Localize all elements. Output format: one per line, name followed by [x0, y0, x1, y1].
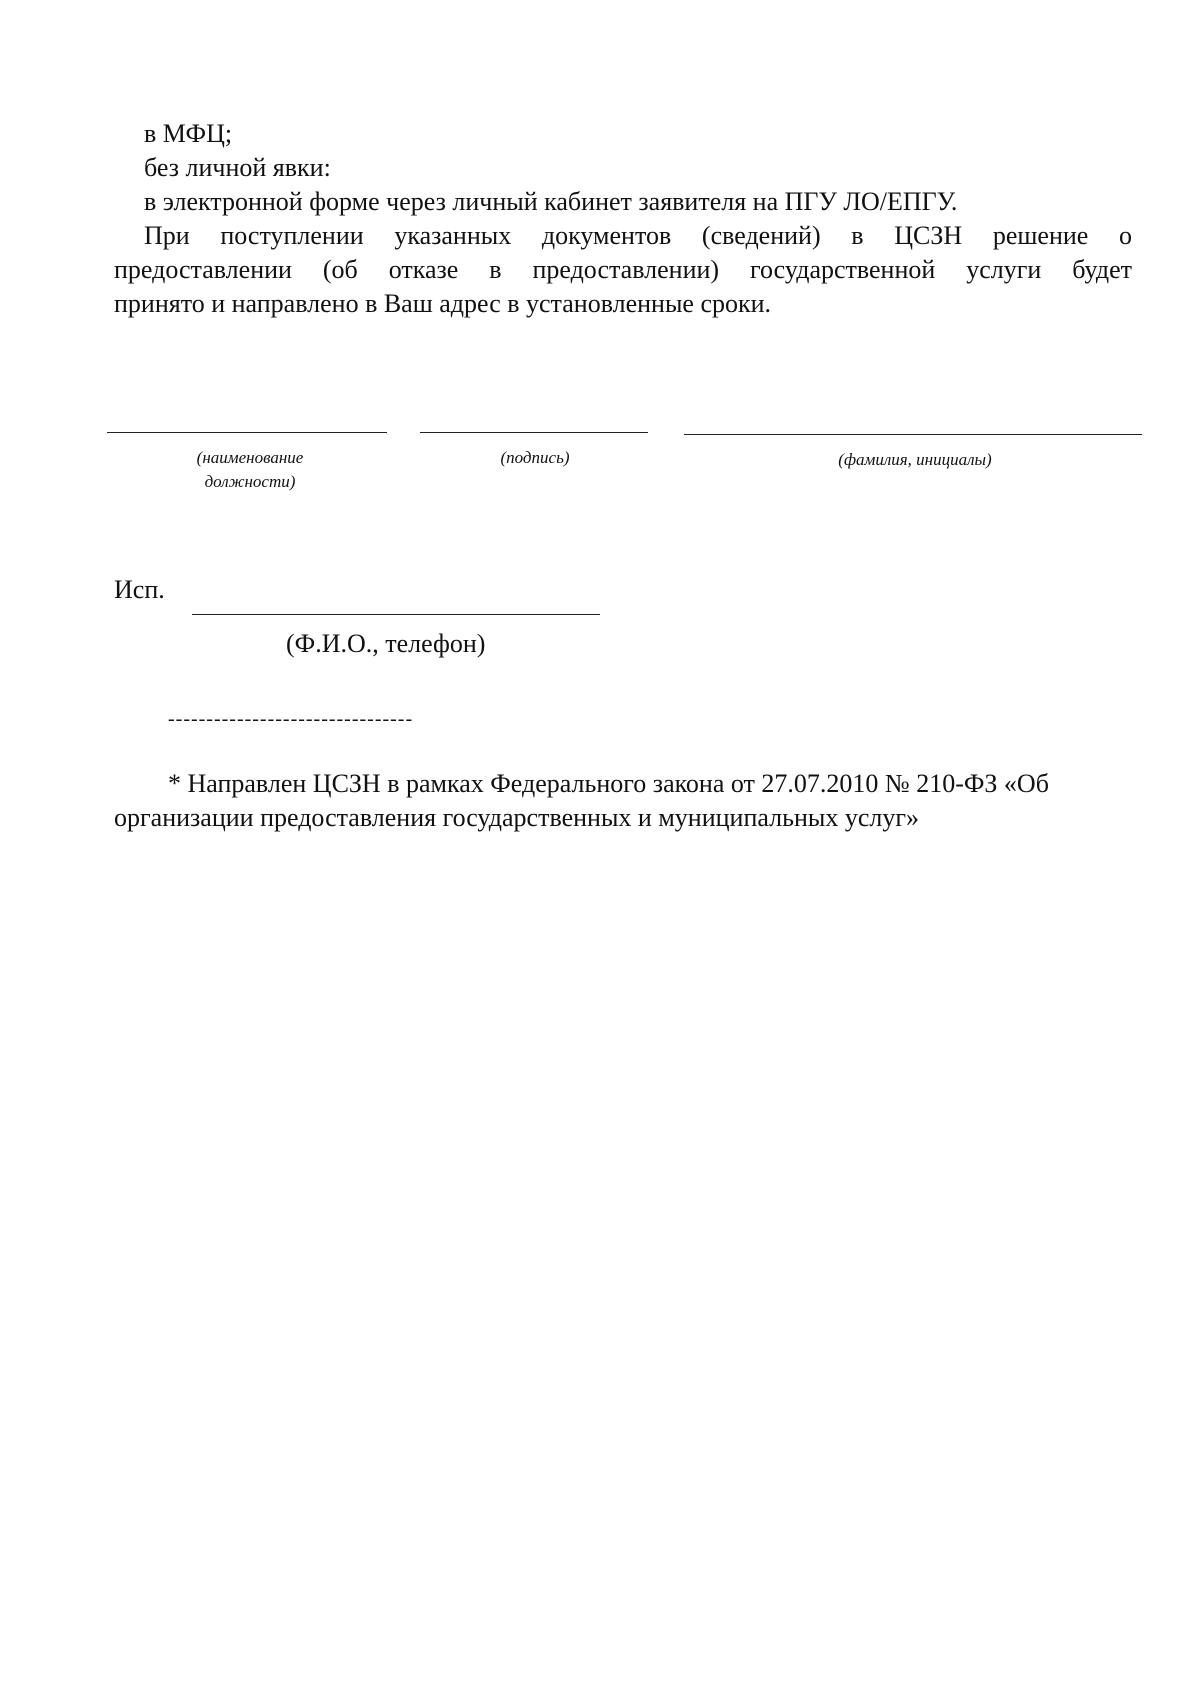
- paragraph-line-1: При поступлении указанных документов (сведений) в ЦСЗН решение о: [144, 221, 1132, 250]
- name-signature-line: [684, 434, 1142, 435]
- name-caption: (фамилия, инициалы): [838, 450, 992, 469]
- executor-caption: (Ф.И.О., телефон): [286, 629, 486, 658]
- footnote-line-2: организации предоставления государственных и муниципальных услуг»: [114, 803, 920, 832]
- position-caption: [150, 446, 350, 494]
- signature-caption: (подпись): [500, 448, 570, 467]
- footnote-separator: --------------------------------: [168, 708, 414, 730]
- text-line-electronic: в электронной форме через личный кабинет заявителя на ПГУ ЛО/ЕПГУ.: [144, 187, 958, 216]
- position-caption-line-1: (наименование: [196, 448, 304, 467]
- position-signature-line: [107, 432, 387, 433]
- signature-line: [420, 432, 648, 433]
- position-caption-line-2: должности): [204, 472, 296, 491]
- executor-line: [192, 614, 600, 615]
- paragraph-line-2: предоставлении (об отказе в предоставлении) государственной услуги будет: [114, 255, 1132, 284]
- text-line-no-visit: без личной явки:: [144, 153, 331, 182]
- paragraph-line-3: принято и направлено в Ваш адрес в установленные сроки.: [114, 289, 772, 318]
- text-line-mfc: в МФЦ;: [144, 119, 233, 148]
- executor-label: Исп.: [114, 575, 165, 604]
- footnote-line-1: * Направлен ЦСЗН в рамках Федерального закона от 27.07.2010 № 210-ФЗ «Об: [168, 769, 1049, 798]
